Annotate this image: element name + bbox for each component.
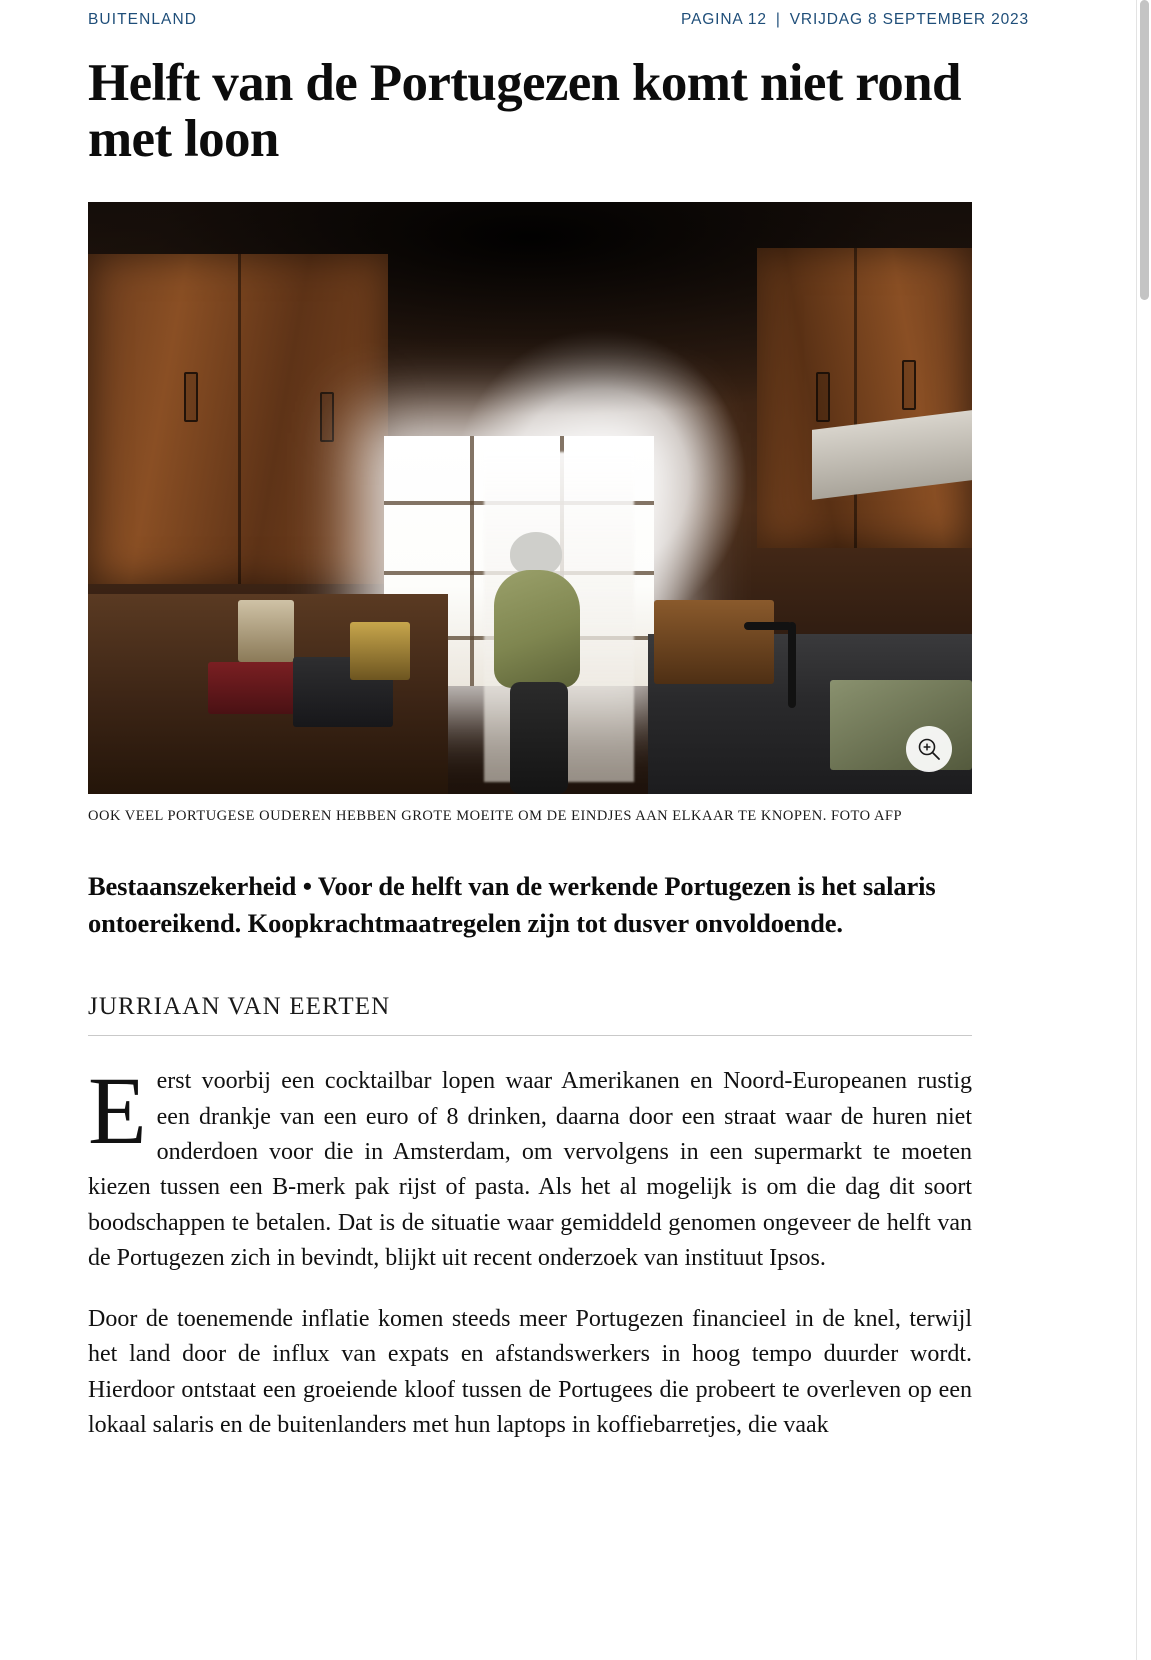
page-title: Helft van de Portugezen komt niet rond met loon <box>88 54 961 169</box>
clutter-item <box>238 600 294 662</box>
article-body <box>88 1057 972 1443</box>
cabinet-handle <box>184 372 198 422</box>
scrollbar-track[interactable] <box>1136 0 1151 1660</box>
article-standfirst: Bestaanszekerheid • Voor de helft van de werkende Portugezen is het salaris ontoereikend. Koopkrachtmaatregelen zijn tot dusver onvoldoende. <box>88 871 936 938</box>
page-header <box>88 0 1029 29</box>
publication-date: VRIJDAG 8 SEPTEMBER 2023 <box>789 11 1029 28</box>
clutter-item <box>654 600 774 684</box>
kitchen-cabinet-right <box>757 248 972 548</box>
cabinet-handle <box>320 392 334 442</box>
header-meta <box>681 11 1029 29</box>
article-byline: JURRIAAN VAN EERTEN <box>88 993 972 1036</box>
clutter-item <box>830 680 972 770</box>
body-paragraph: Eerst voorbij een cocktailbar lopen waar Amerikanen en Noord-Europeanen rustig een drankje van een euro of 8 drinken, daarna door een straat waar de huren niet onderdoen voor die in Amsterdam, om vervolgens in een supermarkt te moeten kiezen tussen een B-merk pak rijst of pasta. Als het al mogelijk is om die dag dit soort boodschappen te betalen. Dat is de situatie waar gemiddeld genomen ongeveer de helft van de Portugezen zich in bevindt, blijkt uit recent onderzoek van instituut Ipsos. <box>88 1057 972 1271</box>
header-separator: | <box>775 11 781 28</box>
person-in-kitchen <box>480 532 588 794</box>
cabinet-handle <box>902 360 916 410</box>
body-paragraph: Door de toenemende inflatie komen steeds meer Portugezen financieel in de knel, terwijl het land door de influx van expats en afstandswerkers in hoog tempo duurder wordt. Hierdoor ontstaat een groeiende kloof tussen de Portugees die probeert te overleven op een lokaal salaris en de buitenlanders met hun laptops in koffiebarretjes, die vaak <box>88 1306 972 1438</box>
page-number-label: PAGINA 12 <box>681 11 767 28</box>
article-photo <box>88 202 972 794</box>
cabinet-handle <box>816 372 830 422</box>
photo-caption: OOK VEEL PORTUGESE OUDEREN HEBBEN GROTE MOEITE OM DE EINDJES AAN ELKAAR TE KNOPEN. FOTO AFP <box>88 808 903 825</box>
section-kicker: BUITENLAND <box>88 11 198 28</box>
kitchen-cabinet-left <box>88 254 388 584</box>
photo-image <box>88 202 972 794</box>
scrollbar-thumb[interactable] <box>1140 0 1149 300</box>
clutter-item <box>350 622 410 680</box>
kitchen-tap <box>788 622 796 708</box>
